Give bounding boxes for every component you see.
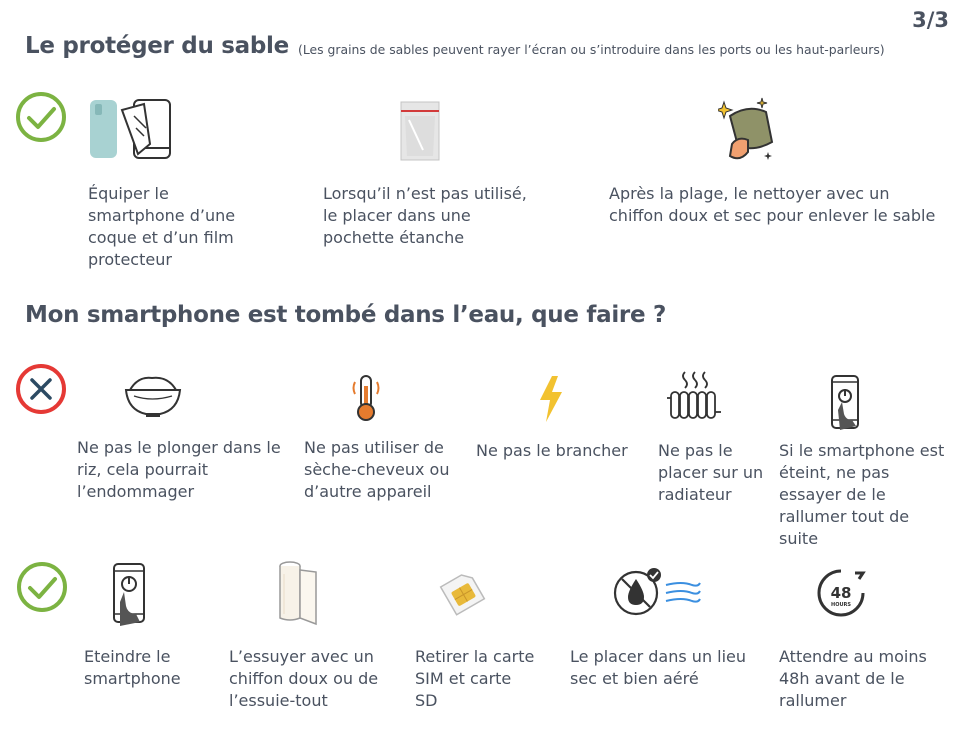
section-subtitle-sand: (Les grains de sables peuvent rayer l’écran ou s’introduire dans les ports ou les haut-parleurs) [298,42,885,57]
sand-item-1-text: Équiper le smartphone d’une coque et d’un film protecteur [88,184,236,269]
paper-towel-icon [276,560,320,626]
dont-item-2-text: Ne pas utiliser de sèche-cheveux ou d’autre appareil [304,438,450,501]
cross-icon [15,363,67,415]
do-item-5-text: Attendre au moins 48h avant de le rallumer [779,647,927,710]
page-number: 3/3 [912,8,949,32]
check-icon [16,561,68,613]
rice-bowl-icon [124,372,182,418]
section-title-water: Mon smartphone est tombé dans l’eau, que faire ? [25,302,666,328]
48-hours-icon-label: HOURS [831,602,851,608]
radiator-icon [667,370,725,424]
check-icon [15,91,67,143]
lightning-icon [536,374,566,424]
phone-power-off-icon [108,562,148,628]
do-item-4-text: Le placer dans un lieu sec et bien aéré [570,647,747,688]
waterproof-pouch-icon [399,100,441,162]
dont-item-5-text: Si le smartphone est éteint, ne pas essayer de le rallumer tout de suite [779,441,945,548]
do-item-2-text: L’essuyer avec un chiffon doux ou de l’essuie-tout [229,647,379,710]
do-item-1-text: Eteindre le smartphone [84,647,181,688]
phone-power-icon [828,374,864,432]
dry-airflow-icon [612,567,704,619]
sim-card-icon [436,567,488,617]
thermometer-icon [351,372,381,422]
48-hours-icon [815,567,867,619]
sand-item-2-text: Lorsqu’il n’est pas utilisé, le placer dans une pochette étanche [323,184,527,247]
dont-item-3-text: Ne pas le brancher [476,441,628,460]
cleaning-cloth-icon [718,96,778,164]
48-hours-icon-number: 48 [830,584,852,602]
dont-item-4-text: Ne pas le placer sur un radiateur [658,441,764,504]
sand-item-3-text: Après la plage, le nettoyer avec un chiffon doux et sec pour enlever le sable [609,184,936,225]
dont-item-1-text: Ne pas le plonger dans le riz, cela pourrait l’endommager [77,438,281,501]
section-title-sand: Le protéger du sable [25,33,289,59]
phone-case-and-screen-protector-icon [88,98,176,162]
do-item-3-text: Retirer la carte SIM et carte SD [415,647,535,710]
